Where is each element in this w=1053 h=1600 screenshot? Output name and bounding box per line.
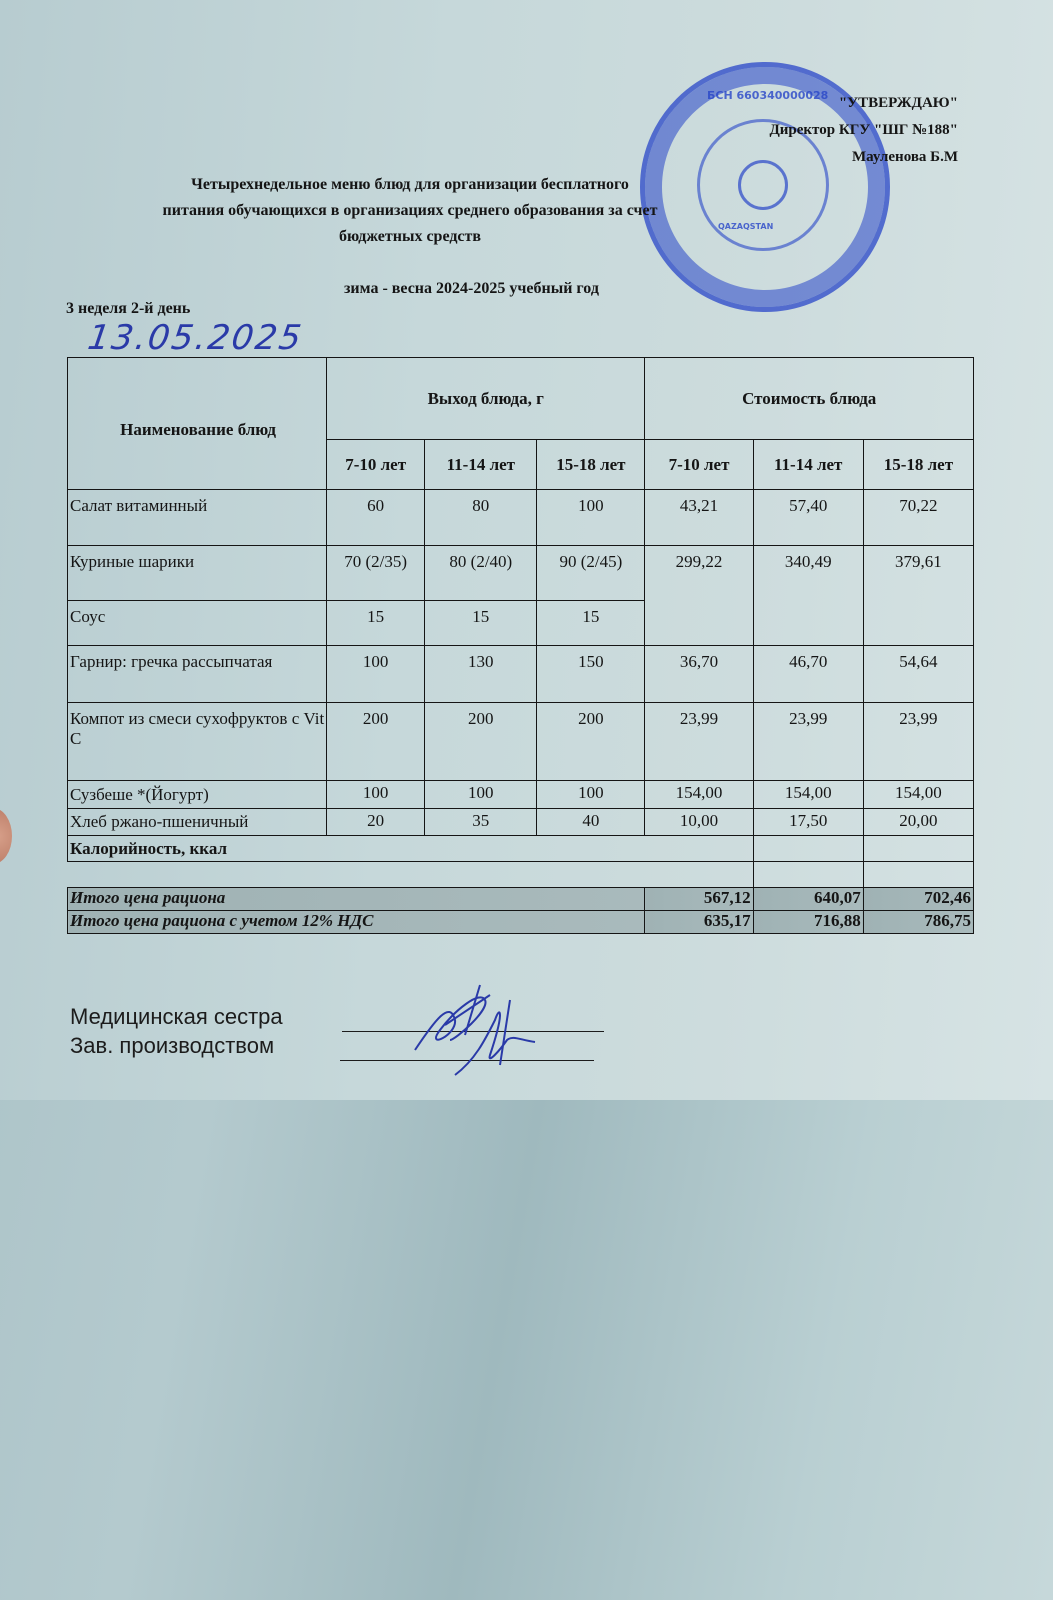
output-cell: 35 [425, 809, 537, 836]
output-cell: 80 [425, 490, 537, 546]
total-row [68, 888, 974, 911]
approval-position: Директор КГУ "ШГ №188" [769, 122, 958, 138]
cost-cell: 23,99 [863, 703, 973, 781]
dish-name: Соус [68, 601, 327, 646]
output-cell: 100 [537, 490, 645, 546]
blank-cell [753, 862, 863, 888]
header-age: 7-10 лет [327, 440, 425, 490]
approval-block [769, 90, 958, 171]
output-cell: 90 (2/45) [537, 546, 645, 601]
output-cell: 60 [327, 490, 425, 546]
cost-cell: 23,99 [753, 703, 863, 781]
header-cost: Стоимость блюда [645, 358, 974, 440]
cost-cell: 46,70 [753, 646, 863, 703]
total-vat-value: 635,17 [645, 911, 753, 934]
output-cell: 15 [425, 601, 537, 646]
output-cell: 100 [537, 781, 645, 809]
week-day-label: 3 неделя 2-й день [66, 300, 191, 317]
header-age: 15-18 лет [863, 440, 973, 490]
cost-cell: 54,64 [863, 646, 973, 703]
total-label: Итого цена рациона [68, 888, 645, 911]
season-label: зима - весна 2024-2025 учебный год [344, 280, 599, 297]
table-row [68, 546, 974, 601]
cost-cell: 10,00 [645, 809, 753, 836]
calories-cell [863, 836, 973, 862]
dish-name: Сузбеше *(Йогурт) [68, 781, 327, 809]
output-cell: 20 [327, 809, 425, 836]
total-value: 567,12 [645, 888, 753, 911]
dish-name: Компот из смеси сухофруктов с Vit C [68, 703, 327, 781]
cost-cell: 17,50 [753, 809, 863, 836]
header-dish-name: Наименование блюд [68, 358, 327, 490]
cost-cell: 70,22 [863, 490, 973, 546]
blank-row [68, 862, 974, 888]
table-row [68, 781, 974, 809]
menu-table [67, 357, 974, 934]
cost-cell: 154,00 [753, 781, 863, 809]
header-age: 7-10 лет [645, 440, 753, 490]
blank-cell [863, 862, 973, 888]
calories-cell [753, 836, 863, 862]
dish-name: Салат витаминный [68, 490, 327, 546]
header-output: Выход блюда, г [327, 358, 645, 440]
output-cell: 40 [537, 809, 645, 836]
output-cell: 100 [327, 781, 425, 809]
approval-title: "УТВЕРЖДАЮ" [838, 95, 958, 111]
handwritten-date: 13.05.2025 [85, 318, 306, 358]
table-row [68, 809, 974, 836]
header-age: 11-14 лет [753, 440, 863, 490]
nurse-signature-label: Медицинская сестра [70, 1004, 283, 1029]
output-cell: 130 [425, 646, 537, 703]
total-vat-label: Итого цена рациона с учетом 12% НДС [68, 911, 645, 934]
calories-row [68, 836, 974, 862]
title-line-2: питания обучающихся в организациях среднего образования за счет [162, 202, 658, 219]
cost-cell: 36,70 [645, 646, 753, 703]
stamp-center-text: QAZAQSTAN [718, 222, 774, 231]
cost-cell: 23,99 [645, 703, 753, 781]
total-value: 640,07 [753, 888, 863, 911]
cost-cell: 154,00 [645, 781, 753, 809]
calories-label: Калорийность, ккал [68, 836, 754, 862]
dish-name: Хлеб ржано-пшеничный [68, 809, 327, 836]
header-age: 11-14 лет [425, 440, 537, 490]
header-row-1 [68, 358, 974, 440]
cost-cell: 299,22 [645, 546, 753, 646]
table-row [68, 490, 974, 546]
cost-cell: 43,21 [645, 490, 753, 546]
cost-cell: 154,00 [863, 781, 973, 809]
output-cell: 80 (2/40) [425, 546, 537, 601]
output-cell: 70 (2/35) [327, 546, 425, 601]
output-cell: 200 [537, 703, 645, 781]
cost-cell: 340,49 [753, 546, 863, 646]
table-row [68, 646, 974, 703]
output-cell: 150 [537, 646, 645, 703]
total-vat-row [68, 911, 974, 934]
signature-scribble-icon [395, 980, 575, 1090]
title-line-1: Четырехнедельное меню блюд для организации бесплатного [191, 176, 629, 193]
output-cell: 100 [425, 781, 537, 809]
dish-name: Гарнир: гречка рассыпчатая [68, 646, 327, 703]
document-title [60, 172, 760, 250]
cost-cell: 20,00 [863, 809, 973, 836]
output-cell: 200 [425, 703, 537, 781]
cost-cell: 57,40 [753, 490, 863, 546]
dish-name: Куриные шарики [68, 546, 327, 601]
stamp-bin: БСН 660340000028 [707, 89, 829, 102]
total-vat-value: 786,75 [863, 911, 973, 934]
cost-cell: 379,61 [863, 546, 973, 646]
title-line-3: бюджетных средств [338, 228, 482, 245]
blank-cell [68, 862, 754, 888]
output-cell: 100 [327, 646, 425, 703]
table-row [68, 703, 974, 781]
output-cell: 15 [537, 601, 645, 646]
output-cell: 15 [327, 601, 425, 646]
total-value: 702,46 [863, 888, 973, 911]
approval-person: Мауленова Б.М [851, 149, 958, 165]
output-cell: 200 [327, 703, 425, 781]
total-vat-value: 716,88 [753, 911, 863, 934]
header-age: 15-18 лет [537, 440, 645, 490]
production-head-signature-label: Зав. производством [70, 1033, 275, 1058]
